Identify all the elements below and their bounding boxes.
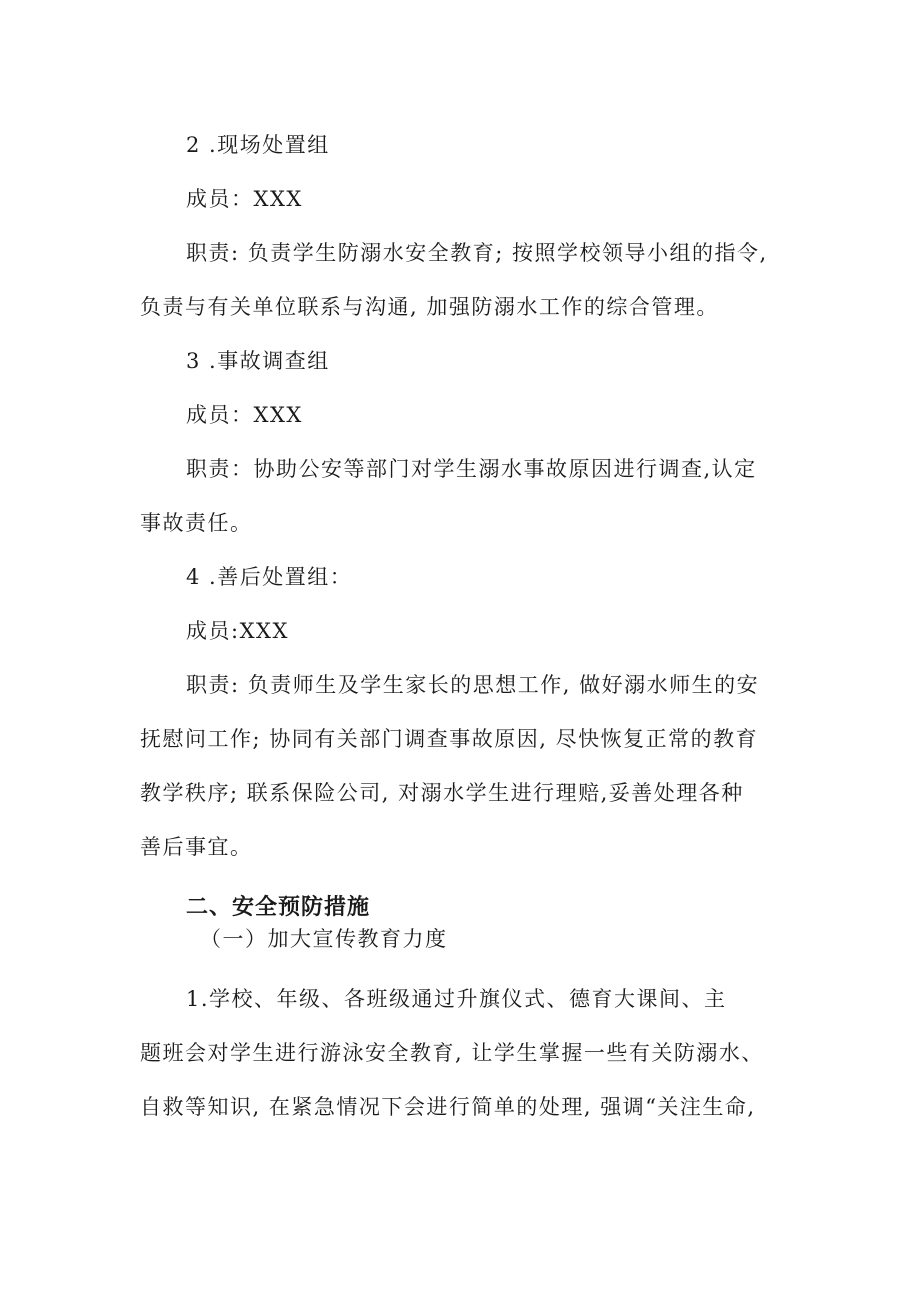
investigation-team-duty-line-1: 职责：协助公安等部门对学生溺水事故原因进行调查,认定: [186, 457, 757, 481]
aftermath-team-duty-line-2: 抚慰问工作; 协同有关部门调查事故原因, 尽快恢复正常的教育: [140, 727, 759, 751]
subsection-title-education: （一）加大宣传教育力度: [200, 927, 448, 951]
heading-onsite-team: 2 .现场处置组: [186, 133, 330, 157]
education-item-1-line-2: 题班会对学生进行游泳安全教育, 让学生掌握一些有关防溺水、: [140, 1041, 764, 1065]
investigation-team-members: 成员：XXX: [186, 403, 303, 427]
education-item-1-line-3: 自救等知识, 在紧急情况下会进行简单的处理, 强调“关注生命,: [140, 1095, 756, 1119]
aftermath-team-duty-line-4: 善后事宜。: [140, 835, 253, 859]
onsite-team-duty-line-2: 负责与有关单位联系与沟通, 加强防溺水工作的综合管理。: [140, 295, 719, 319]
education-item-1-line-1: 1.学校、年级、各班级通过升旗仪式、德育大课间、主: [186, 987, 727, 1011]
onsite-team-duty-line-1: 职责: 负责学生防溺水安全教育; 按照学校领导小组的指令,: [186, 241, 768, 265]
heading-investigation-team: 3 .事故调查组: [186, 349, 330, 373]
aftermath-team-duty-line-3: 教学秩序; 联系保险公司, 对溺水学生进行理赔,妥善处理各种: [140, 781, 744, 805]
aftermath-team-members: 成员:XXX: [186, 619, 289, 643]
onsite-team-members: 成员：XXX: [186, 187, 303, 211]
section-title-prevention: 二、安全预防措施: [186, 895, 371, 920]
heading-aftermath-team: 4 .善后处置组：: [186, 565, 353, 589]
aftermath-team-duty-line-1: 职责: 负责师生及学生家长的思想工作, 做好溺水师生的安: [186, 673, 760, 697]
investigation-team-duty-line-2: 事故责任。: [140, 511, 253, 535]
